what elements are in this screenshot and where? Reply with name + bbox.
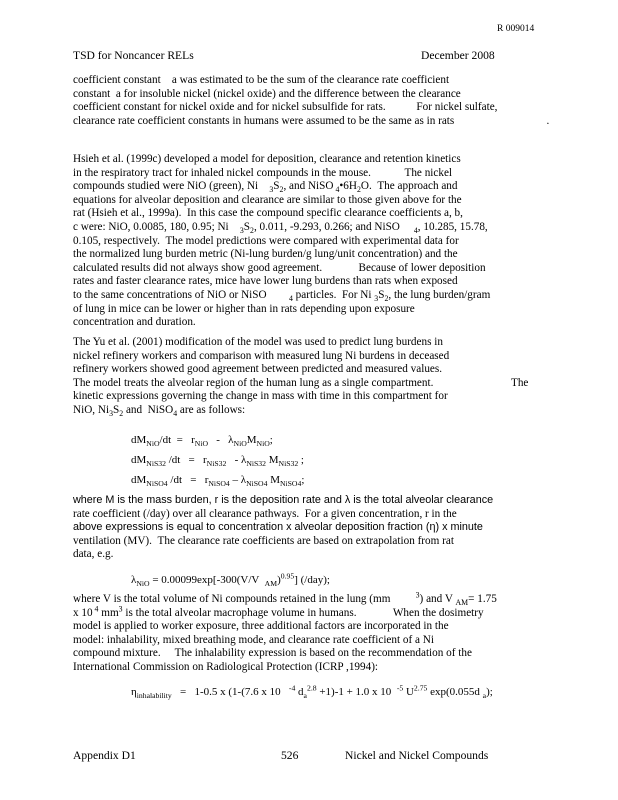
header-title: TSD for Noncancer RELs [73,49,194,62]
paragraph-1 [73,74,553,128]
p1-line-3: coefficient constant for nickel oxide and for nickel subsulfide for rats. For nickel sulfate, [73,101,498,114]
p5-line-1: where V is the total volume of Ni compounds retained in the lung (mm $^3$) and V $_{AM}$= 1.75 [73,590,497,608]
p5-line-4: model: inhalability, mixed breathing mode, and clearance rate coefficient of a Ni [73,633,434,646]
header-date: December 2008 [421,49,495,62]
footer-title: Nickel and Nickel Compounds [345,749,489,762]
p4-line-2: rate coefficient (/day) over all clearance pathways. For a given concentration, r in the [73,507,457,520]
p2-line-4: equations for alveolar deposition and clearance are similar to those given above for the [73,193,462,206]
p2-line-5: rat (Hsieh et al., 1999a). In this case the compound specific clearance coefficients a, b, [73,207,463,220]
p3-line-4: The model treats the alveolar region of the human lung as a single compartment. The [73,376,529,389]
equation-nio: $dM_{NiO}/dt = r_{NiO} - \lambda_{NiO}M_{NiO}$; [131,434,273,449]
p2-line-3: compounds studied were NiO (green), Ni $_3S_2$, and NiSO $_4•6H_2O$. The approach and [73,180,458,195]
p2-line-8: the normalized lung burden metric (Ni-lung burden/g lung/unit concentration) and the [73,248,458,261]
p3-line-1: The Yu et al. (2001) modification of the model was used to predict lung burdens in [73,336,443,348]
p1-line-1: coefficient constant a was estimated to be the sum of the clearance rate coefficient [73,74,450,86]
p2-line-12: of lung in mice can be lower or higher than in rats depending upon exposure [73,302,415,315]
paragraph-4 [73,494,553,562]
p2-line-13: concentration and duration. [73,316,196,329]
p2-line-11: to the same concentrations of NiO or NiSO $_4$ particles. For Ni $_3S_2$, the lung burden/gram [73,288,491,304]
p3-line-2: nickel refinery workers and comparison with measured lung Ni burdens in deceased [73,349,450,362]
equation-ni3s2: $dM_{NiS32}$ $/dt = r_{NiS32} - \lambda_{NiS32}$ $M_{NiS32}$ ; [131,454,304,469]
p3-line-6: NiO, $Ni_3S_2$ and NiSO$_4$ are as follows: [73,403,246,419]
p3-line-3: refinery workers showed good agreement between predicted and measured values. [73,363,443,376]
paragraph-2 [73,153,553,330]
p2-line-7: 0.105, respectively. The model predictions were compared with experimental data for [73,234,459,247]
p3-line-5: kinetic expressions governing the change in mass with time in this compartment for [73,390,448,403]
p4-line-1: where M is the mass burden, r is the deposition rate and λ is the total alveolar clearance [73,494,494,506]
equation-lambda: $\lambda_{NiO} = 0.00099\exp[-300(V/V$ $_{AM}$)$^{0.95}$] (/day); [131,571,330,589]
p4-line-3: above expressions is equal to concentration x alveolar deposition fraction (η) x minute [73,521,483,534]
p5-line-5: compound mixture. The inhalability expression is based on the recommendation of the [73,647,472,660]
paragraph-5 [73,590,553,675]
p2-line-1: Hsieh et al. (1999c) developed a model for deposition, clearance and retention kinetics [73,153,461,165]
paragraph-3 [73,336,553,418]
document-id: R 009014 [497,24,535,34]
page-number: 526 [281,749,299,762]
p5-line-3: model is applied to worker exposure, three additional factors are incorporated in the [73,620,449,633]
p4-line-4: ventilation (MV). The clearance rate coefficients are based on extrapolation from rat [73,534,454,547]
p4-line-5: data, e.g. [73,548,114,561]
p1-line-4: clearance rate coefficient constants in humans were assumed to be the same as in rats . [73,114,550,127]
footer-appendix: Appendix D1 [73,749,136,762]
p5-line-6: International Commission on Radiological Protection (ICRP ,1994): [73,660,379,673]
equation-niso4: $dM_{NiSO4}$ $/dt = r_{NiSO4} - \lambda_{NiSO4}$ $M_{NiSO4}$; [131,474,305,489]
p2-line-10: rates and faster clearance rates, mice have lower lung burdens than rats when exposed [73,275,458,288]
p2-line-9: calculated results did not always show good agreement. Because of lower deposition [73,261,486,274]
p1-line-2: constant a for insoluble nickel (nickel oxide) and the difference between the clearance [73,87,461,100]
p2-line-6: c were: NiO, 0.0085, 180, 0.95; Ni $_3S_2$, 0.011, -9.293, 0.266; and NiSO $_4$, 10.285, 15.78, [73,220,488,236]
equation-inhalability: $\eta_{inhalability} = 1-0.5$ x (1-(7.6 x 10 $^{-4}$ $d_a^{2.8} +1)-1 + 1.0$ x 10 $^{-5}$ $U^{2.75}$ exp(0.055d $_a$); [131,683,493,701]
p2-line-2: in the respiratory tract for inhaled nickel compounds in the mouse. The nickel [73,166,453,179]
p5-line-2: x 10 $^4$ $mm^3$ is the total alveolar macrophage volume in humans. When the dosimetry [73,603,484,619]
